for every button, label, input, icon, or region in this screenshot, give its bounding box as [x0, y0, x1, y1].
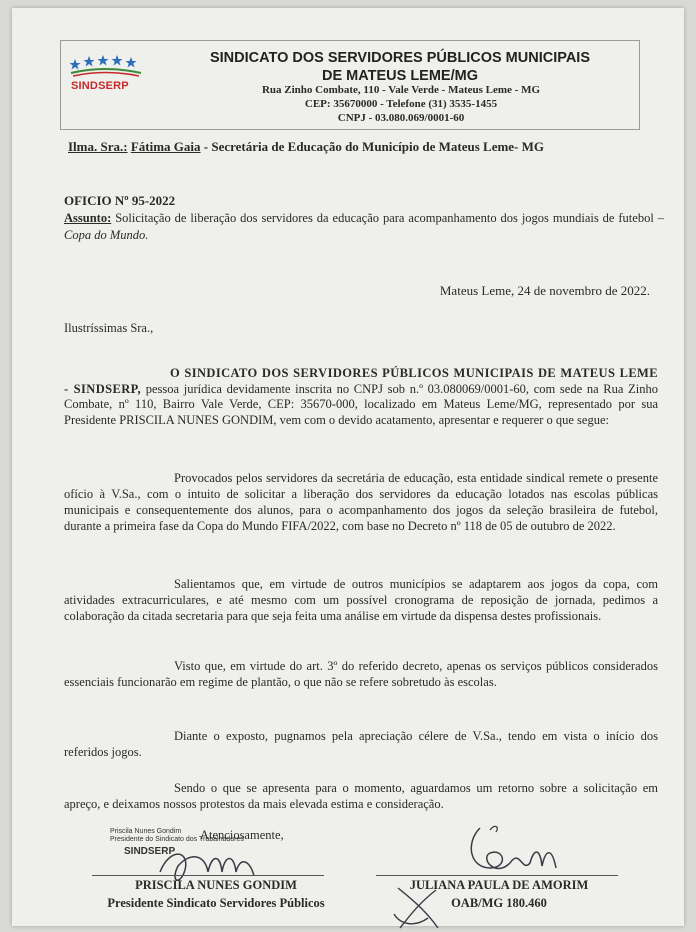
- signer-role: OAB/MG 180.460: [451, 896, 547, 910]
- sindserp-logo: [67, 53, 147, 103]
- stars-icon: [67, 53, 147, 77]
- union-name: [165, 49, 635, 85]
- addressee-role: - Secretária de Educação do Município de Mateus Leme- MG: [200, 139, 545, 154]
- addressee-line: [68, 139, 668, 155]
- union-name-line1: SINDICATO DOS SERVIDORES PÚBLICOS MUNICIPAIS: [209, 50, 590, 66]
- signature-block-president: [66, 876, 366, 912]
- stamp-line-1: Priscila Nunes Gondim: [110, 828, 182, 835]
- intro-bold: O SINDICATO DOS SERVIDORES PÚBLICOS MUNICIPAIS DE MATEUS LEME - SINDSERP,: [64, 366, 658, 396]
- stamp-line-2: Presidente do Sindicato dos Trabalhadores: [110, 836, 244, 843]
- subject-label: Assunto:: [64, 211, 112, 225]
- salutation: Ilustríssimas Sra.,: [64, 321, 154, 335]
- letterhead: [60, 40, 640, 130]
- subject: [64, 210, 664, 244]
- stamp-line-3: SINDSERP: [124, 846, 176, 857]
- intro-text: pessoa jurídica devidamente inscrita no CNPJ sob n.º 03.080069/0001-60, com sede na Rua Zinho Combate, nº 110, Bairro Vale Verde, CEP: 35670-000, localizado em Mateus Leme/MG, representado por sua Presidente PRISCILA NUNES GONDIM, vem com o devido acatamento, apresentar e requerer o que segue:: [64, 381, 658, 427]
- signature-block-lawyer: [364, 876, 634, 912]
- address-cnpj: CNPJ - 03.080.069/0001-60: [337, 112, 465, 124]
- body-paragraph-3: Visto que, em virtude do art. 3º do referido decreto, apenas os serviços públicos considerados essenciais funcionarão em regime de plantão, o que não se refere sobretudo às escolas.: [64, 659, 658, 689]
- union-address: [181, 83, 621, 125]
- intro-paragraph: [64, 366, 658, 428]
- signer-name: PRISCILA NUNES GONDIM: [135, 878, 297, 892]
- address-cep-phone: CEP: 35670000 - Telefone (31) 3535-1455: [304, 98, 498, 110]
- addressee-name: Fátima Gaia: [130, 139, 201, 154]
- logo-text: SINDSERP: [71, 80, 129, 92]
- body-paragraph-1: Provocados pelos servidores da secretária de educação, esta entidade sindical remete o presente ofício à V.Sa., com o intuito de solicitar a liberação dos servidores da educação lotados nas escolas públicas municipais e consequentemente dos alunos, para o acompanhamento dos jogos da seleção brasileira de futebol, durante a primeira fase da Copa do Mundo FIFA/2022, com base no Decreto nº 118 de 05 de outubro de 2022.: [64, 471, 658, 533]
- addressee-title: Ilma. Sra.:: [68, 139, 128, 154]
- signer-name: JULIANA PAULA DE AMORIM: [409, 878, 589, 892]
- signer-role: Presidente Sindicato Servidores Públicos: [107, 896, 325, 910]
- body-paragraph-4: Diante o exposto, pugnamos pela apreciação célere de V.Sa., tendo em vista o início dos referidos jogos.: [64, 729, 658, 759]
- subject-text: Solicitação de liberação dos servidores da educação para acompanhamento dos jogos mundiais de futebol –: [111, 211, 664, 225]
- oficio-number: OFICIO Nº 95-2022: [64, 193, 176, 208]
- closing-atenciosamente: Atenciosamente,: [200, 828, 284, 842]
- address-street: Rua Zinho Combate, 110 - Vale Verde - Mateus Leme - MG: [261, 84, 541, 96]
- body-paragraph-5: Sendo o que se apresenta para o momento, aguardamos um retorno sobre a solicitação em apreço, e deixamos nossos protestos da mais elevada estima e consideração.: [64, 781, 658, 811]
- subject-italic: Copa do Mundo.: [64, 228, 149, 242]
- union-name-line2: DE MATEUS LEME/MG: [321, 68, 478, 84]
- body-paragraph-2: Salientamos que, em virtude de outros municípios se adaptarem aos jogos da copa, com atividades extracurriculares, e até mesmo com um possível cronograma de reposição de jornada, pedimos a colaboração da citada secretaria para que seja feita uma análise em virtude da dispensa destes profissionais.: [64, 577, 658, 623]
- letter-date: Mateus Leme, 24 de novembro de 2022.: [439, 283, 650, 298]
